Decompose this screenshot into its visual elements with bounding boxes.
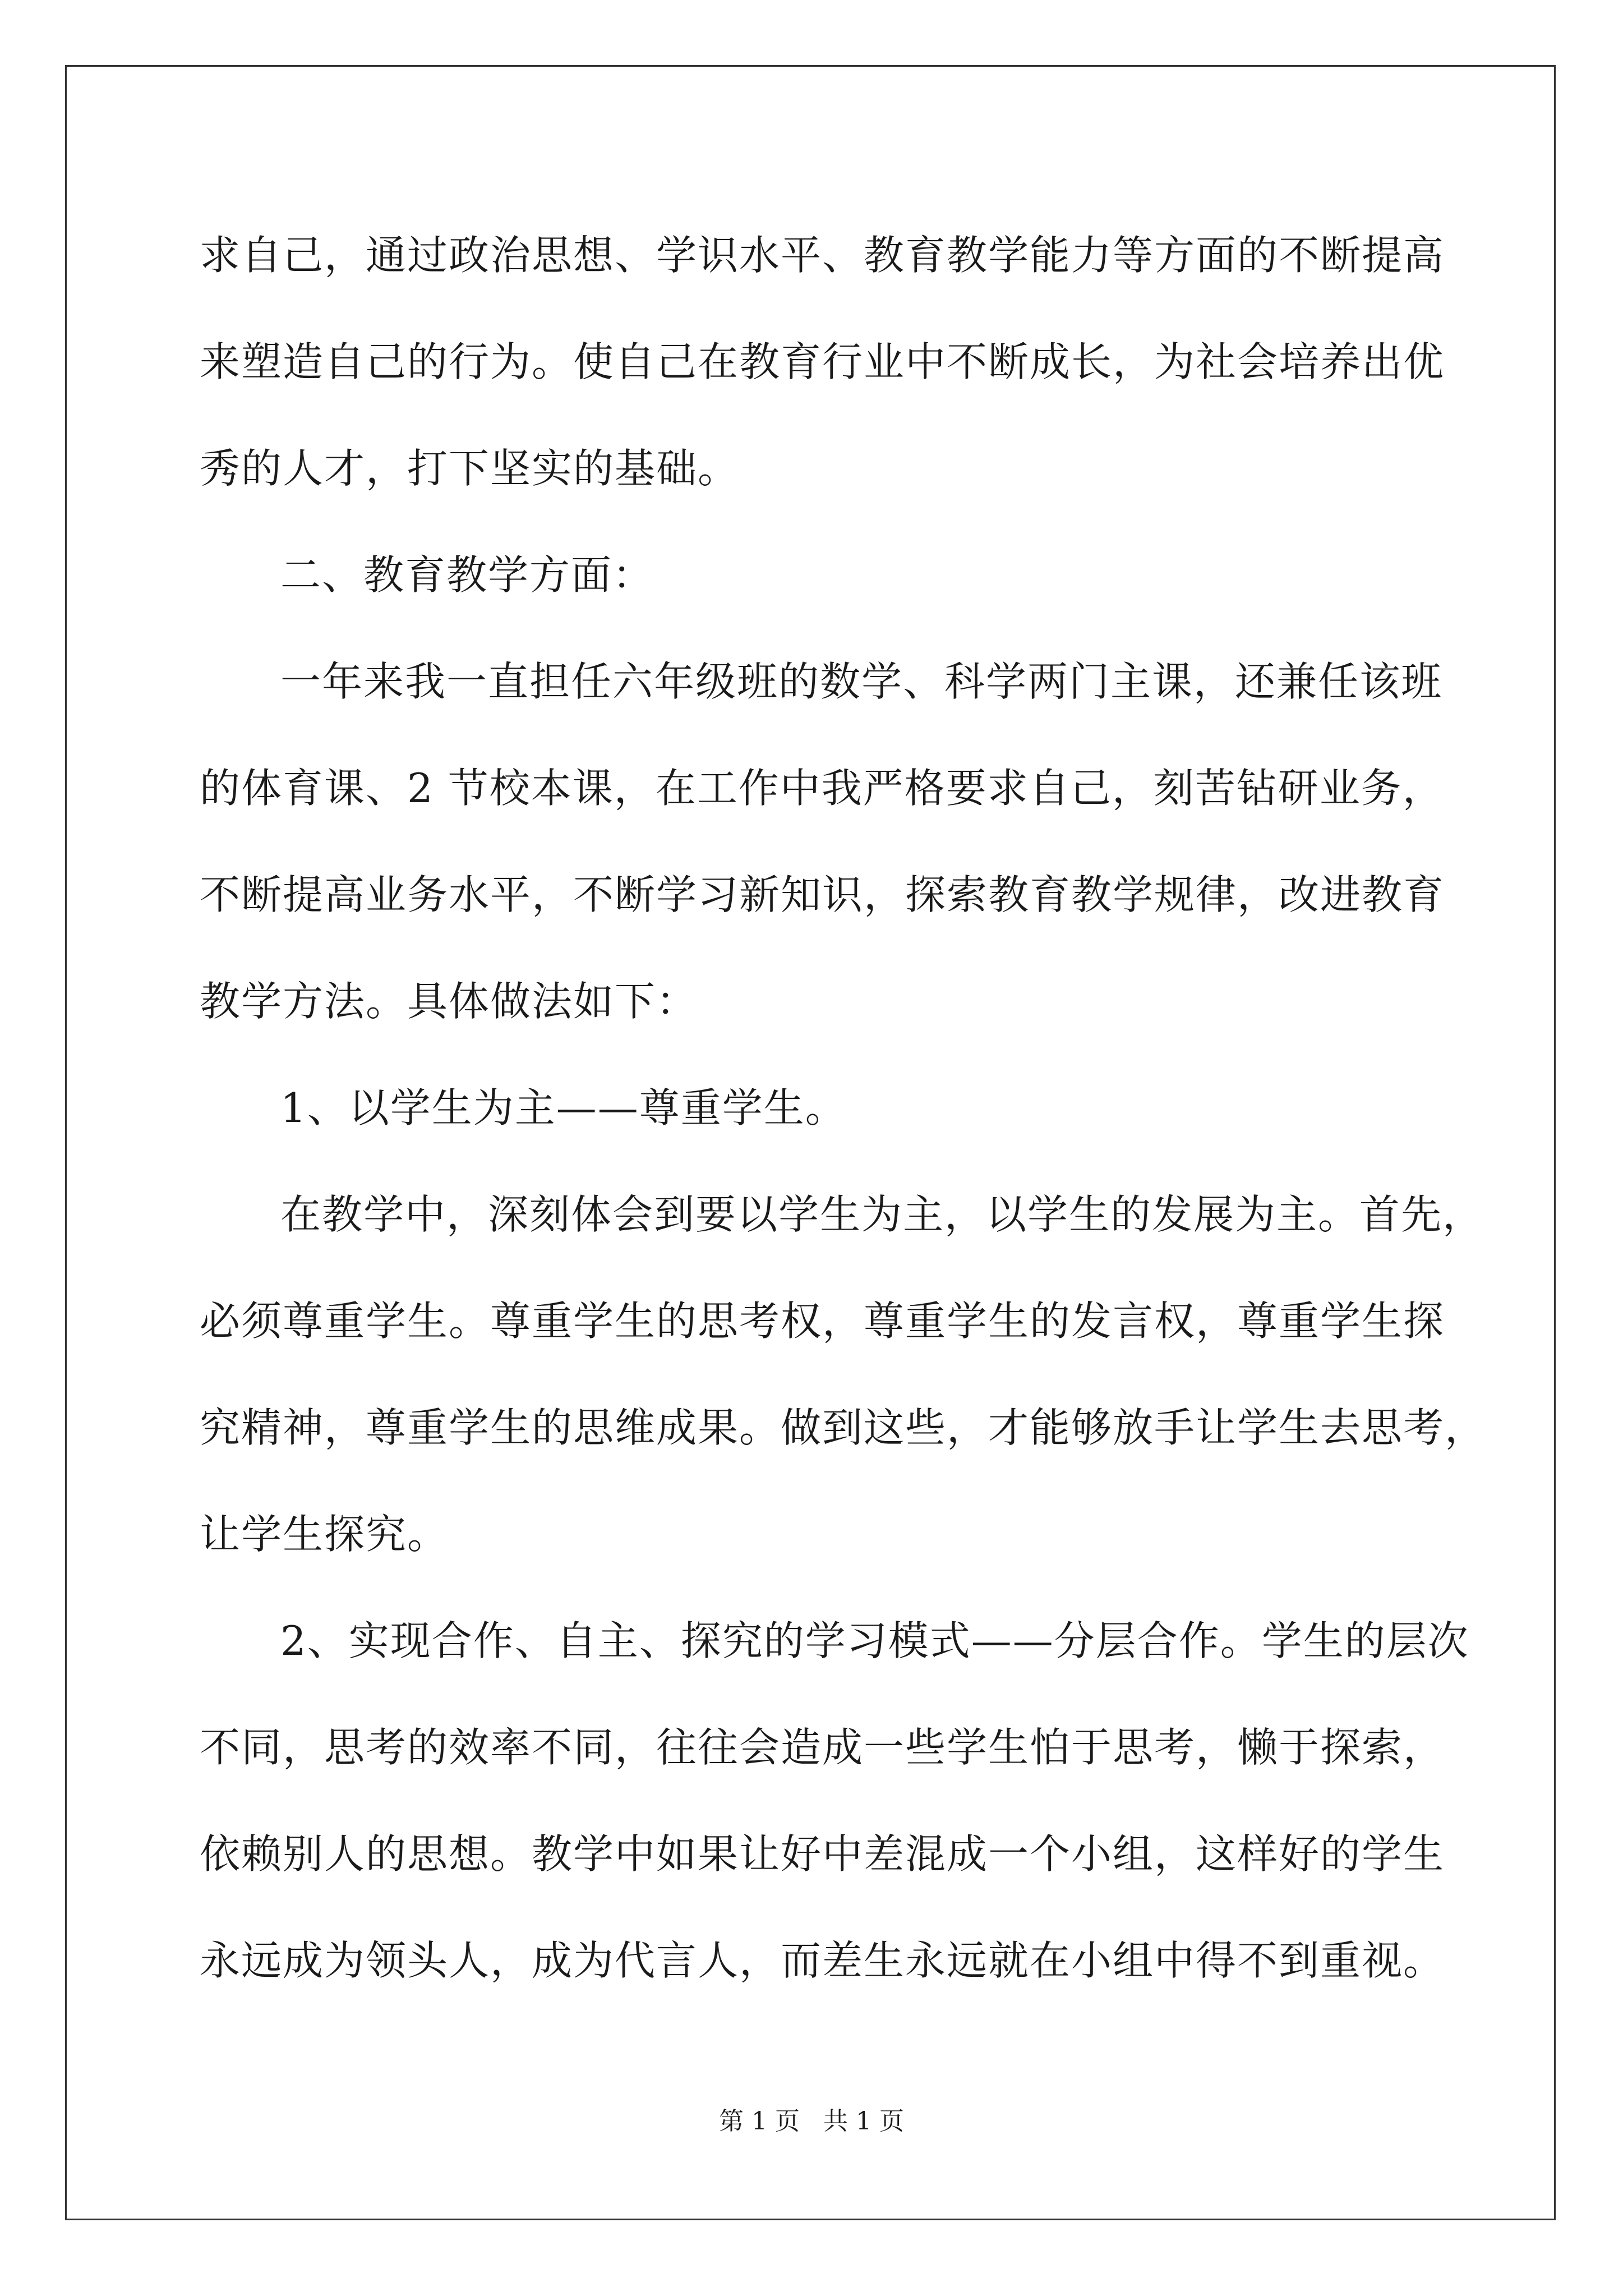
document-body: [200, 202, 1487, 2014]
text-line: 究精神，尊重学生的思维成果。做到这些，才能够放手让学生去思考，: [200, 1404, 1487, 1451]
page-footer: 第 1 页 共 1 页: [719, 2107, 904, 2136]
text-line: 1、以学生为主——尊重学生。: [280, 1084, 847, 1131]
text-line: 让学生探究。: [200, 1511, 449, 1558]
text-line: 不同，思考的效率不同，往往会造成一些学生怕于思考，懒于探索，: [200, 1724, 1445, 1771]
text-line: 二、教育教学方面：: [280, 551, 654, 599]
text-line: 求自己，通过政治思想、学识水平、教育教学能力等方面的不断提高: [200, 232, 1445, 279]
text-line: 教学方法。具体做法如下：: [200, 978, 698, 1025]
text-line: 一年来我一直担任六年级班的数学、科学两门主课，还兼任该班: [280, 658, 1443, 705]
text-line: 必须尊重学生。尊重学生的思考权，尊重学生的发言权，尊重学生探: [200, 1297, 1445, 1345]
text-line: 来塑造自己的行为。使自己在教育行业中不断成长，为社会培养出优: [200, 338, 1445, 385]
text-line: 2、实现合作、自主、探究的学习模式——分层合作。学生的层次: [280, 1617, 1469, 1664]
text-line: 在教学中，深刻体会到要以学生为主，以学生的发展为主。首先，: [280, 1191, 1484, 1238]
text-line: 永远成为领头人，成为代言人，而差生永远就在小组中得不到重视。: [200, 1937, 1445, 1984]
text-line: 不断提高业务水平，不断学习新知识，探索教育教学规律，改进教育: [200, 871, 1445, 918]
text-line: 依赖别人的思想。教学中如果让好中差混成一个小组，这样好的学生: [200, 1830, 1445, 1878]
text-line: 的体育课、2 节校本课，在工作中我严格要求自己，刻苦钻研业务，: [200, 765, 1444, 812]
text-line: 秀的人才，打下坚实的基础。: [200, 445, 740, 492]
